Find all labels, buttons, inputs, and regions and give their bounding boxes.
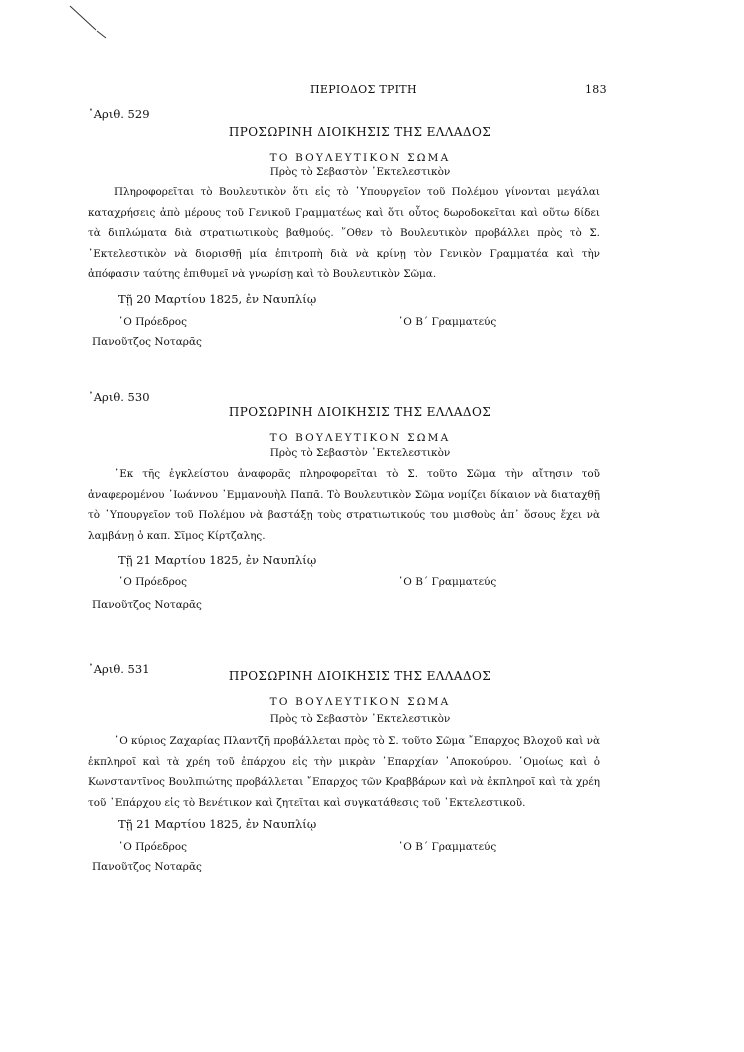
document-title: ΠΡΟΣΩΡΙΝΗ ΔΙΟΙΚΗΣΙΣ ΤΗΣ ΕΛΛΑΔΟΣ (228, 125, 492, 139)
issuing-body: ΤΟ ΒΟΥΛΕΥΤΙΚΟΝ ΣΩΜΑ (269, 696, 451, 708)
document-date: Τῇ 21 Μαρτίου 1825, ἐν Ναυπλίῳ (118, 553, 317, 567)
president-label: ῾Ο Πρόεδρος (118, 841, 187, 853)
secretary-label: ῾Ο Β΄ Γραμματεύς (398, 841, 497, 853)
addressee: Πρὸς τὸ Σεβαστὸν ᾽Εκτελεστικὸν (269, 166, 451, 178)
document-text: ῾Ο κύριος Ζαχαρίας Πλαντζῆ προβάλλεται πρὸς τὸ Σ. τοῦτο Σῶμα ῎Επαρχος Βλοχοῦ καὶ νὰ ἐκπληροῖ καὶ τὰ χρέη τοῦ ἐπάρχου εἰς τὴν μικρὰν ᾽Επαρχίαν ᾽Αποκούρου. ῾Ομοίως καὶ ὁ Κωνσταντῖνος Βουλπιώτης προβάλλεται ῎Επαρχος τῶν Κραββάρων καὶ νὰ ἐκπληροῖ καὶ τὰ χρέη τοῦ ᾽Επάρχου εἰς τὸ Βενέτικον καὶ ζητεῖται καὶ συγκατάθεσις τοῦ ᾽Εκτελεστικοῦ. (88, 735, 600, 809)
addressee: Πρὸς τὸ Σεβαστὸν ᾽Εκτελεστικὸν (269, 447, 451, 459)
secretary-label: ῾Ο Β΄ Γραμματεύς (398, 316, 497, 328)
president-label: ῾Ο Πρόεδρος (118, 576, 187, 588)
document-title: ΠΡΟΣΩΡΙΝΗ ΔΙΟΙΚΗΣΙΣ ΤΗΣ ΕΛΛΑΔΟΣ (228, 405, 492, 419)
page-number: 183 (585, 83, 607, 96)
document-text: Πληροφορεῖται τὸ Βουλευτικὸν ὅτι εἰς τὸ ῾Υπουργεῖον τοῦ Πολέμου γίνονται μεγάλαι καταχρήσεις ἀπὸ μέρους τοῦ Γενικοῦ Γραμματέως καὶ ὅτι οὗτος δωροδοκεῖται καὶ οὕτω δίδει τὰ διπλώματα διὰ στρατιωτικοὺς βαθμούς. ῞Οθεν τὸ Βουλευτικὸν προβάλλει πρὸς τὸ Σ. ᾽Εκτελεστικὸν νὰ διορισθῇ μία ἐπιτροπὴ διὰ νὰ κρίνῃ τὸν Γενικὸν Γραμματέα καὶ τὴν ἀπόφασιν ταύτης ἐπιθυμεῖ νὰ γνωρίσῃ καὶ τὸ Βουλευτικὸν Σῶμα. (88, 186, 600, 280)
document-text: ᾽Εκ τῆς ἐγκλείστου ἀναφορᾶς πληροφορεῖται τὸ Σ. τοῦτο Σῶμα τὴν αἴτησιν τοῦ ἀναφερομένου ᾽Ιωάννου ᾽Εμμανουὴλ Παπᾶ. Τὸ Βουλευτικὸν Σῶμα νομίζει δίκαιον νὰ διαταχθῇ τὸ ῾Υπουργεῖον τοῦ Πολέμου νὰ βαστάξῃ τοὺς στρατιωτικούς του μισθοὺς ἀπ᾽ ὅσους ἔχει νὰ λαμβάνῃ ὁ καπ. Σῖμος Κίρτζαλης. (88, 468, 600, 542)
running-header: ΠΕΡΙΟΔΟΣ ΤΡΙΤΗ (310, 83, 417, 96)
president-name: Πανοῦτζος Νοταρᾶς (92, 861, 202, 873)
issuing-body: ΤΟ ΒΟΥΛΕΥΤΙΚΟΝ ΣΩΜΑ (269, 432, 451, 444)
president-label: ῾Ο Πρόεδρος (118, 316, 187, 328)
issuing-body: ΤΟ ΒΟΥΛΕΥΤΙΚΟΝ ΣΩΜΑ (269, 152, 451, 164)
addressee: Πρὸς τὸ Σεβαστὸν ᾽Εκτελεστικὸν (269, 713, 451, 725)
president-name: Πανοῦτζος Νοταρᾶς (92, 336, 202, 348)
document-date: Τῇ 21 Μαρτίου 1825, ἐν Ναυπλίῳ (118, 817, 317, 831)
president-name: Πανοῦτζος Νοταρᾶς (92, 599, 202, 611)
secretary-label: ῾Ο Β΄ Γραμματεύς (398, 576, 497, 588)
document-title: ΠΡΟΣΩΡΙΝΗ ΔΙΟΙΚΗΣΙΣ ΤΗΣ ΕΛΛΑΔΟΣ (228, 669, 492, 683)
scan-corner-mark (68, 0, 118, 45)
document-number: ᾽Αριθ. 529 (88, 107, 150, 121)
document-date: Τῇ 20 Μαρτίου 1825, ἐν Ναυπλίῳ (118, 292, 317, 306)
document-number: ᾽Αριθ. 531 (88, 662, 150, 676)
document-number: ᾽Αριθ. 530 (88, 390, 150, 404)
